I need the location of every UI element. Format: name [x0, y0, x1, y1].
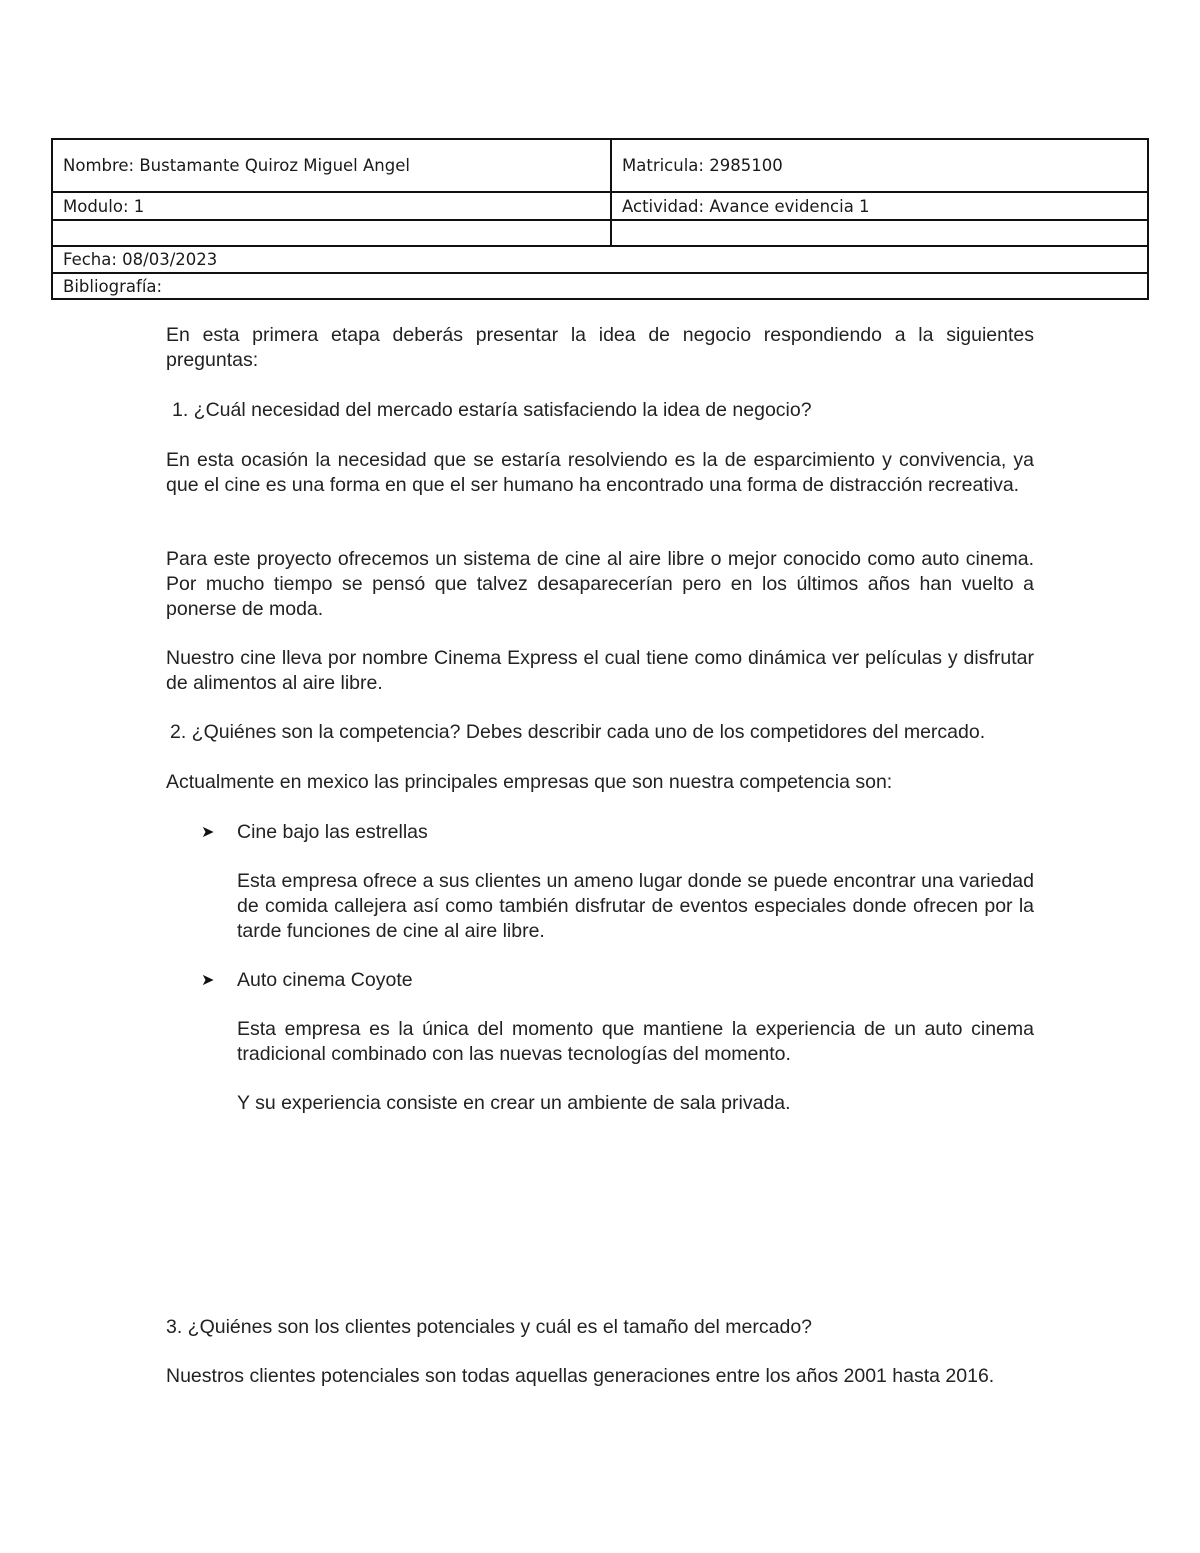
- answer-1-paragraph-1: En esta ocasión la necesidad que se estaría resolviendo es la de esparcimiento y convivencia, ya que el cine es una forma en que el ser humano ha encontrado una forma de distracción recreativa.: [166, 449, 1034, 496]
- question-2: 2. ¿Quiénes son la competencia? Debes describir cada uno de los competidores del mercado.: [170, 721, 986, 743]
- arrowhead-bullet-icon: ➤: [201, 972, 215, 989]
- empty-cell-left: [52, 220, 611, 246]
- competitor-1-description: Esta empresa ofrece a sus clientes un ameno lugar donde se puede encontrar una variedad de comida callejera así como también disfrutar de eventos especiales donde ofrecen por la tarde funciones de cine al aire libre.: [237, 870, 1034, 942]
- arrowhead-bullet-icon: ➤: [201, 824, 215, 841]
- competitor-1-title: Cine bajo las estrellas: [237, 821, 428, 843]
- answer-1-paragraph-2: Para este proyecto ofrecemos un sistema de cine al aire libre o mejor conocido como auto cinema. Por mucho tiempo se pensó que talvez desaparecerían pero en los últimos años han vuelto a ponerse de moda.: [166, 548, 1034, 620]
- competition-intro: Actualmente en mexico las principales empresas que son nuestra competencia son:: [166, 771, 893, 793]
- intro-paragraph: En esta primera etapa deberás presentar la idea de negocio respondiendo a la siguientes preguntas:: [166, 324, 1034, 371]
- header-info-table: [51, 138, 1149, 300]
- answer-1-paragraph-3: Nuestro cine lleva por nombre Cinema Express el cual tiene como dinámica ver películas y disfrutar de alimentos al aire libre.: [166, 647, 1034, 694]
- competitor-2-note: Y su experiencia consiste en crear un ambiente de sala privada.: [237, 1092, 791, 1114]
- competitor-2-description: Esta empresa es la única del momento que mantiene la experiencia de un auto cinema tradicional combinado con las nuevas tecnologías del momento.: [237, 1018, 1034, 1065]
- nombre-cell: Nombre: Bustamante Quiroz Miguel Angel: [52, 139, 611, 192]
- actividad-cell: Actividad: Avance evidencia 1: [611, 192, 1148, 220]
- empty-cell-right: [611, 220, 1148, 246]
- question-1: 1. ¿Cuál necesidad del mercado estaría satisfaciendo la idea de negocio?: [172, 399, 812, 421]
- question-3: 3. ¿Quiénes son los clientes potenciales y cuál es el tamaño del mercado?: [166, 1316, 813, 1338]
- bibliografia-cell: Bibliografía:: [52, 273, 1148, 299]
- fecha-cell: Fecha: 08/03/2023: [52, 246, 1148, 274]
- matricula-cell: Matricula: 2985100: [611, 139, 1148, 192]
- modulo-cell: Modulo: 1: [52, 192, 611, 220]
- competitor-2-title: Auto cinema Coyote: [237, 969, 413, 991]
- answer-3-paragraph: Nuestros clientes potenciales son todas aquellas generaciones entre los años 2001 hasta 2016.: [166, 1365, 995, 1387]
